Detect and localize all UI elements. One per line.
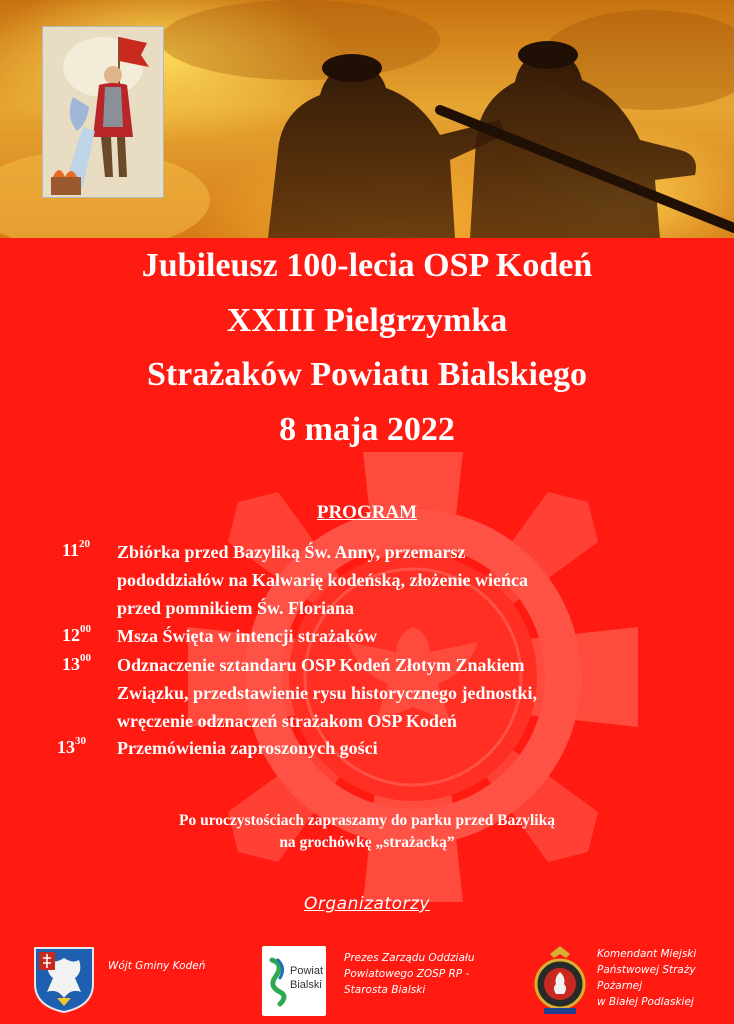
program-time-hour: 12 <box>62 625 80 645</box>
program-item-line: Związku, przedstawienie rysu historycznego jednostki, <box>117 683 537 703</box>
powiat-bialski-logo <box>262 946 326 1016</box>
program-time <box>62 654 91 675</box>
program-item-line: Zbiórka przed Bazyliką Św. Anny, przemarsz <box>117 542 466 562</box>
title-pilgrimage: XXIII Pielgrzymka <box>226 302 508 339</box>
program-time <box>62 625 91 646</box>
organizer-line: w Białej Podlaskiej <box>597 996 694 1008</box>
title-firefighters: Strażaków Powiatu Bialskiego <box>146 356 588 393</box>
program-time-minutes: 00 <box>80 652 91 664</box>
program-time-hour: 11 <box>62 540 80 560</box>
program-time <box>62 540 90 561</box>
closing-line: Po uroczystościach zapraszamy do parku przed Bazyliką <box>178 812 555 829</box>
program-time-hour: 13 <box>57 737 75 757</box>
title-date: 8 maja 2022 <box>279 411 455 448</box>
program-item <box>117 622 717 650</box>
wojt-gminy-label: Wójt Gminy Kodeń <box>108 960 206 972</box>
komendant-organizer-label <box>597 946 696 1010</box>
psp-emblem-icon <box>530 944 590 1018</box>
organizer-line: Komendant Miejski <box>597 948 697 960</box>
closing-invitation <box>0 810 734 854</box>
program-item-line: Msza Święta w intencji strażaków <box>117 626 377 646</box>
organizers-heading: Organizatorzy <box>304 894 430 914</box>
program-item-line: pododdziałów na Kalwarię kodeńską, złożenie wieńca <box>117 570 529 590</box>
program-item-line: Przemówienia zaproszonych gości <box>117 738 378 758</box>
program-item-line: przed pomnikiem Św. Floriana <box>117 598 355 618</box>
powiat-logo-word: Bialski <box>290 979 322 991</box>
program-time-minutes: 20 <box>79 538 91 550</box>
program-heading: PROGRAM <box>316 502 418 523</box>
header-photo <box>0 0 734 238</box>
powiat-organizer-label <box>344 950 475 998</box>
organizer-line: Państwowej Straży <box>597 964 696 976</box>
closing-line: na grochówkę „strażacką” <box>279 834 455 851</box>
program-time <box>57 737 86 758</box>
powiat-logo-word: Powiat <box>290 965 324 977</box>
organizer-line: Pożarnej <box>597 980 643 992</box>
program-time-hour: 13 <box>62 654 80 674</box>
organizer-line: Powiatowego ZOSP RP - <box>344 968 470 980</box>
organizer-line: Starosta Bialski <box>344 984 426 996</box>
program-item-line: wręczenie odznaczeń strażakom OSP Kodeń <box>117 711 457 731</box>
program-time-minutes: 00 <box>80 623 91 635</box>
program-item <box>117 651 717 735</box>
saint-florian-icon <box>43 27 164 198</box>
program-item-line: Odznaczenie sztandaru OSP Kodeń Złotym Znakiem <box>117 655 525 675</box>
koden-coat-of-arms-icon <box>33 946 95 1014</box>
program-time-minutes: 30 <box>75 735 86 747</box>
title-jubilee: Jubileusz 100-lecia OSP Kodeń <box>141 247 593 284</box>
organizer-line: Prezes Zarządu Oddziału <box>344 952 475 964</box>
program-item <box>117 538 717 622</box>
saint-florian-image <box>42 26 164 198</box>
program-item <box>117 734 717 762</box>
